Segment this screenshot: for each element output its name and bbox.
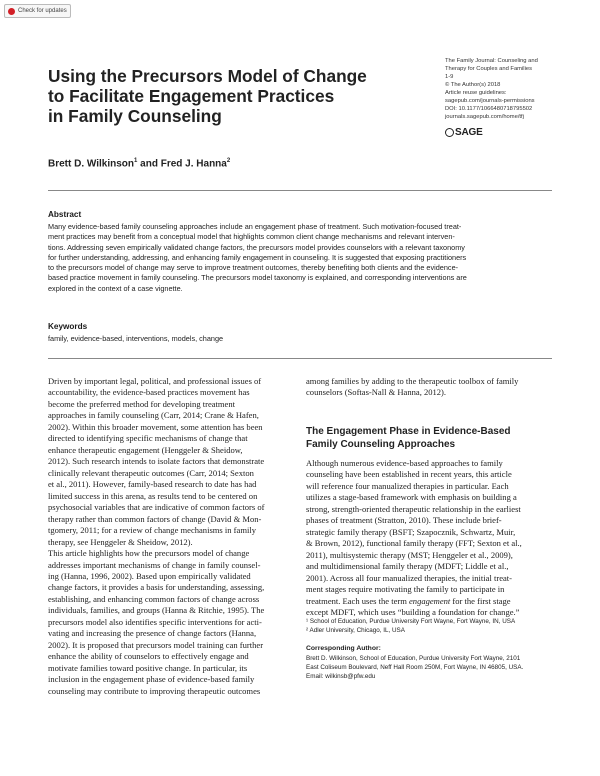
body-column-right-top [306,376,554,399]
abstract-line: explored in the context of a case vignette. [48,283,183,293]
body-line: et al., 2011). However, family-based research to date has had [48,479,257,490]
body-line: counseling may contribute to improving therapeutic outcomes [48,685,261,696]
page-range: 1-9 [445,74,454,80]
body-line: Although numerous evidence-based approaches to family [306,458,503,468]
body-line: enhance the ability of counselors to effectively engage and [48,651,249,662]
abstract-line: to the precursors model of change may serve to improve treatment outcomes, thereby benefiting both clients and the evidence- [48,263,459,273]
affiliation-mark: 1 [134,158,138,164]
author-name: Brett D. Wilkinson [48,158,135,170]
section-heading [306,425,556,451]
body-line: limited success in this arena, as results tend to be centered on [48,490,258,501]
body-line: become the preferred method for developing treatment [48,398,236,409]
body-line: ing (Hanna, 1996, 2002). Based upon empirically validated [48,570,251,581]
sage-logo-icon [445,128,454,137]
author-name: Fred J. Hanna [160,158,227,170]
footnote: ¹ School of Education, Purdue University Fort Wayne, Fort Wayne, IN, USA [306,618,516,625]
keywords-heading: Keywords [48,322,88,331]
check-for-updates-label: Check for updates [18,8,67,14]
body-line: & Brown, 2012), functional family therapy (FFT; Sexton et al., [306,538,522,549]
body-line: phases of treatment (Stratton, 2010). These include brief- [306,515,502,526]
body-line: utilizes a stage-based framework with emphasis on building a [306,492,517,503]
affiliation-mark: 2 [226,158,231,164]
footnote: ² Adler University, Chicago, IL, USA [306,627,405,634]
body-line: psychosocial variables that are indicative of common factors of [48,502,265,513]
body-line: vating and increasing the presence of change factors (Hanna, [48,628,257,639]
body-line: strategic family therapy (BSFT; Szapocznik, Schwartz, Muir, [306,526,516,537]
copyright: © The Author(s) 2018 [445,82,501,88]
corresponding-address: East Coliseum Boulevard, Neff Hall Room 250M, Fort Wayne, IN 46805, USA. [306,664,524,671]
journal-info [445,57,595,121]
affiliation-footnotes [306,617,558,635]
body-line: addresses important mechanisms of change in family counsel- [48,559,261,570]
emphasized-term: engagement [409,595,451,606]
abstract-line: for further understanding, addressing, and enhancing family engagement in counseling. It is suggested that exposing practitioners [48,252,467,262]
body-text-segment: treatment. Each uses the term [306,595,409,606]
body-line: establishing, and enhancing common factors of change across [48,593,260,604]
body-line: precursors model also identifies specific interventions for acti- [48,616,262,627]
body-line: 2001). Across all four manualized therapies, the initial treat- [306,572,513,583]
body-line: ment stages require motivating the family to participate in [306,584,505,595]
body-line: accountability, the evidence-based practices movement has [48,387,250,398]
body-column-left [48,376,296,697]
body-line: inclusion in the engagement phase of evidence-based family [48,674,255,685]
journal-name: Therapy for Couples and Families [445,66,532,72]
body-line: counseling have been established in recent years, this article [306,469,512,480]
crossmark-icon [8,8,15,15]
body-line: will reference four manualized therapies in particular. Each [306,480,509,491]
keywords-text: family, evidence-based, interventions, models, change [48,334,224,343]
body-line: enhance therapeutic engagement (Henggeler & Sheidow, [48,444,243,455]
body-line: directed to identifying specific mechanisms of change that [48,433,248,444]
body-line: therapy, see Henggeler & Sheidow, 2012). [48,536,193,547]
body-line: tgomery, 2011; for a review of change mechanisms in family [48,525,256,536]
check-for-updates-badge[interactable] [4,4,71,18]
section-heading-line: Family Counseling Approaches [306,439,456,450]
corresponding-email[interactable]: Email: wilkinsb@pfw.edu [306,673,376,680]
publisher-name: SAGE [455,127,483,138]
body-text-segment: for the first stage [450,595,511,606]
abstract-heading: Abstract [48,210,82,219]
divider [48,358,552,359]
section-heading-line: The Engagement Phase in Evidence-Based [306,426,511,437]
corresponding-address: Brett D. Wilkinson, School of Education, Purdue University Fort Wayne, 2101 [306,655,521,662]
body-line: 2012). Such research intends to isolate factors that demonstrate [48,456,265,467]
body-line: 2011), multisystemic therapy (MST; Henggeler et al., 2009), [306,549,513,560]
body-line: 2002). Within this broader movement, some attention has been [48,421,263,432]
abstract-line: ment practices may benefit from a conceptual model that highlights common client change mechanisms and relevant interven- [48,232,455,242]
journal-home-link[interactable]: journals.sagepub.com/home/tfj [445,114,524,120]
corresponding-author-details [306,654,558,681]
body-line: 2002). It is proposed that precursors model training can further [48,639,264,650]
divider [48,190,552,191]
abstract-text [48,222,553,294]
author-conjunction: and [140,158,158,170]
abstract-line: based practice movement in family counseling. The precursors model taxonomy is explained, and corresponding interventions are [48,273,467,283]
corresponding-author-heading: Corresponding Author: [306,645,381,652]
sage-logo [445,127,483,138]
abstract-line: Many evidence-based family counseling approaches include an engagement phase of treatment. Such motivation-focused treat- [48,222,462,231]
abstract-line: tions. Addressing seven empirically validated change factors, the precursors model provides counselors with a relevant taxonomy [48,242,465,252]
reuse-label: Article reuse guidelines: [445,90,507,96]
body-line: counselors (Softas-Nall & Hanna, 2012). [306,387,447,398]
body-line: clinically relevant therapeutic outcomes (Carr, 2014; Sexton [48,467,254,478]
doi-link[interactable]: DOI: 10.1177/1066480718795502 [445,106,533,112]
body-line: change factors, it provides a basis for understanding, assessing, [48,582,265,593]
body-line: strong, strength-oriented therapeutic relationship in the earliest [306,503,521,514]
title-line: to Facilitate Engagement Practices [48,86,335,106]
title-line: in Family Counseling [48,106,222,126]
body-line: approaches in family counseling (Carr, 2014; Crane & Hafen, [48,410,259,421]
body-line: among families by adding to the therapeutic toolbox of family [306,376,519,386]
body-line: This article highlights how the precursors model of change [48,548,250,559]
body-line: except MDFT, which uses “building a foundation for change.” [306,607,520,618]
journal-name: The Family Journal: Counseling and [445,58,538,64]
title-line: Using the Precursors Model of Change [48,66,367,86]
body-line: therapy rather than common factors of change (David & Mon- [48,513,262,524]
body-line [306,596,554,607]
permissions-link[interactable]: sagepub.com/journals-permissions [445,98,535,104]
body-line: Driven by important legal, political, and professional issues of [48,376,262,386]
body-column-right [306,458,554,619]
article-title [48,66,388,126]
body-line: motivate families toward positive change. In particular, its [48,662,248,673]
body-line: individuals, families, and groups (Hanna & Ritchie, 1995). The [48,605,265,616]
body-line: and multidimensional family therapy (MDFT; Liddle et al., [306,561,509,572]
author-list [48,158,230,169]
